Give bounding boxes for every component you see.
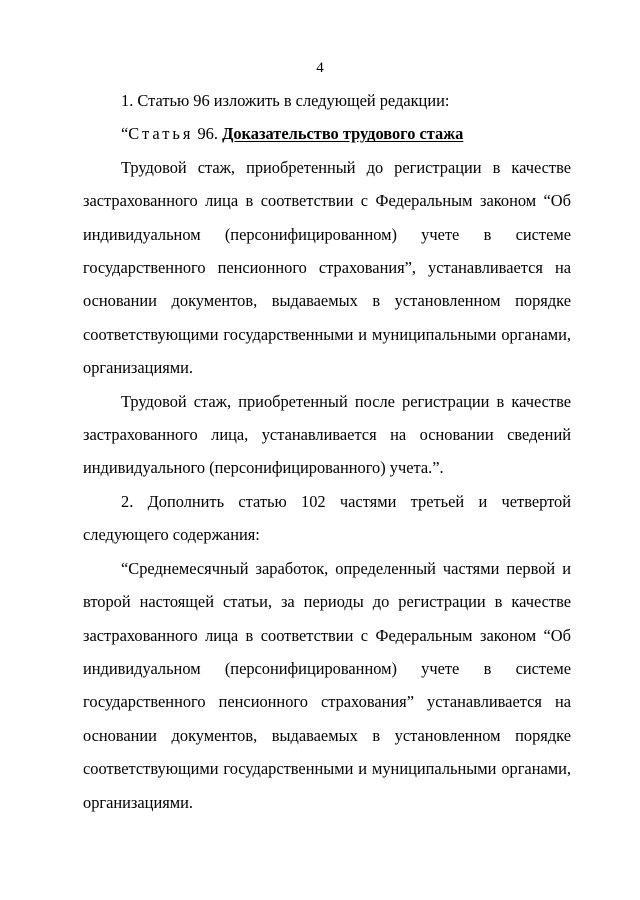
article-heading-title: Доказательство трудового стажа <box>222 124 464 144</box>
article-heading-number: 96. <box>193 124 223 144</box>
page-number: 4 <box>316 60 324 76</box>
article-heading-open-quote: “ <box>121 124 129 144</box>
document-body <box>83 84 571 819</box>
paragraph-amendment-1: 1. Статью 96 изложить в следующей редакции: <box>121 91 450 110</box>
paragraph-labor-record-after: Трудовой стаж, приобретенный после регистрации в качестве застрахованного лица, устанавливается на основании сведений индивидуального (персонифицированного) учета.”. <box>83 391 571 478</box>
article-heading-word: Статья <box>128 124 194 144</box>
paragraph-amendment-2: 2. Дополнить статью 102 частями третьей и четвертой следующего содержания: <box>83 491 571 545</box>
paragraph-labor-record-before: Трудовой стаж, приобретенный до регистрации в качестве застрахованного лица в соответствии с Федеральным законом “Об индивидуальном (персонифицированном) учете в системе государственного пенсионного страхования”, устанавливается на основании документов, выдаваемых в установленном порядке соответствующими государственными и муниципальными органами, организациями. <box>83 157 571 378</box>
article-heading <box>83 117 571 150</box>
paragraph-average-earnings: “Среднемесячный заработок, определенный частями первой и второй настоящей статьи, за периоды до регистрации в качестве застрахованного лица в соответствии с Федеральным законом “Об индивидуальном (персонифицированном) учете в системе государственного пенсионного страхования” устанавливается на основании документов, выдаваемых в установленном порядке соответствующими государственными и муниципальными органами, организациями. <box>83 558 571 812</box>
